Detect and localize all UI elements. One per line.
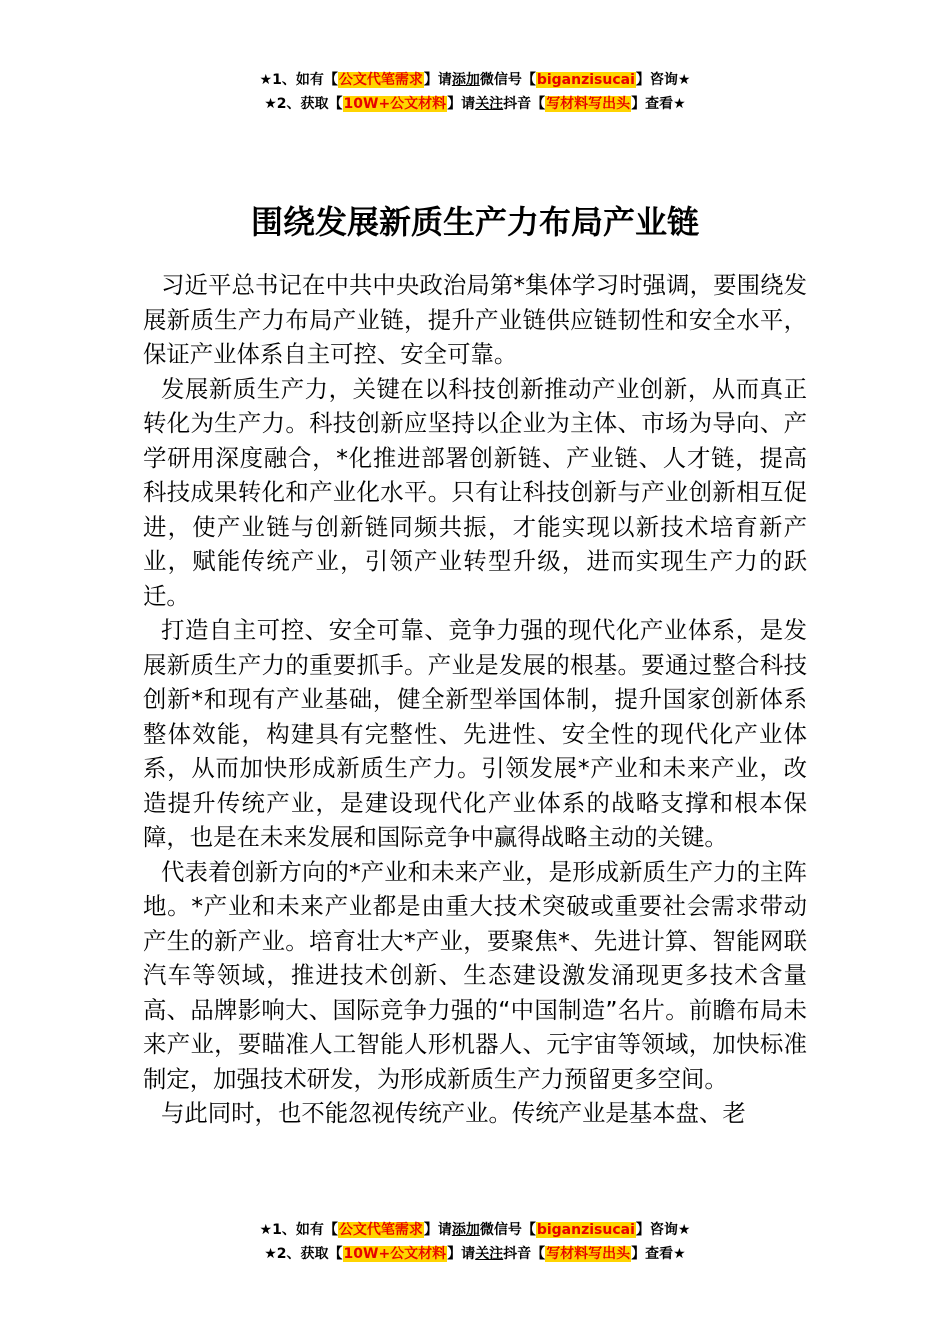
promo-line-1 <box>0 68 950 92</box>
promo-banner-top <box>0 68 950 116</box>
promo-highlight: 公文代笔需求 <box>338 72 423 88</box>
promo-text: 】咨询★ <box>635 1222 691 1238</box>
promo-text: ★1、如有【 <box>259 72 338 88</box>
promo-text: 】查看★ <box>631 1246 686 1262</box>
promo-highlight: biganzisucai <box>536 1222 635 1238</box>
document-body <box>143 268 807 1131</box>
promo-text: 抖音【 <box>503 1246 546 1262</box>
paragraph-5: 与此同时，也不能忽视传统产业。传统产业是基本盘、老 <box>161 1099 746 1127</box>
promo-text: 抖音【 <box>503 96 546 112</box>
page-bottom-mask <box>0 1170 950 1216</box>
promo-text: ★2、获取【 <box>264 96 343 112</box>
promo-banner-bottom <box>0 1218 950 1266</box>
promo-line-2 <box>0 1242 950 1266</box>
promo-text: 】请 <box>423 72 452 88</box>
promo-text: 】请 <box>447 96 476 112</box>
promo-highlight: 写材料写出头 <box>546 96 631 112</box>
promo-line-1 <box>0 1218 950 1242</box>
promo-text: 关注 <box>475 1246 504 1262</box>
promo-text: 微信号【 <box>479 72 536 88</box>
promo-highlight: 10W+公文材料 <box>343 1246 447 1262</box>
promo-text: 关注 <box>475 96 504 112</box>
promo-text: 添加 <box>451 72 480 88</box>
promo-text: 】请 <box>447 1246 476 1262</box>
promo-line-2 <box>0 92 950 116</box>
paragraph-4: 代表着创新方向的*产业和未来产业，是形成新质生产力的主阵地。*产业和未来产业都是由重大技术突破或重要社会需求带动产生的新产业。培育壮大*产业，要聚焦*、先进计算、智能网联汽车等领域，推进技术创新、生态建设激发涌现更多技术含量高、品牌影响大、国际竞争力强的“中国制造”名片。前瞻布局未来产业，要瞄准人工智能人形机器人、元宇宙等领域，加快标准制定，加强技术研发，为形成新质生产力预留更多空间。 <box>143 857 807 1093</box>
promo-highlight: 公文代笔需求 <box>338 1222 423 1238</box>
paragraph-2: 发展新质生产力，关键在以科技创新推动产业创新，从而真正转化为生产力。科技创新应坚持以企业为主体、市场为导向、产学研用深度融合，*化推进部署创新链、产业链、人才链，提高科技成果转化和产业化水平。只有让科技创新与产业创新相互促进，使产业链与创新链同频共振，才能实现以新技术培育新产业，赋能传统产业，引领产业转型升级，进而实现生产力的跃迁。 <box>143 374 807 610</box>
promo-highlight: 写材料写出头 <box>546 1246 631 1262</box>
promo-highlight: 10W+公文材料 <box>343 96 447 112</box>
document-title: 围绕发展新质生产力布局产业链 <box>250 203 699 242</box>
promo-text: 】请 <box>423 1222 452 1238</box>
paragraph-3: 打造自主可控、安全可靠、竞争力强的现代化产业体系，是发展新质生产力的重要抓手。产业是发展的根基。要通过整合科技创新*和现有产业基础，健全新型举国体制，提升国家创新体系整体效能，构建具有完整性、先进性、安全性的现代化产业体系，从而加快形成新质生产力。引领发展*产业和未来产业，改造提升传统产业，是建设现代化产业体系的战略支撑和根本保障，也是在未来发展和国际竞争中赢得战略主动的关键。 <box>143 616 807 851</box>
promo-text: 】咨询★ <box>635 72 691 88</box>
paragraph-1: 习近平总书记在中共中央政治局第*集体学习时强调，要围绕发展新质生产力布局产业链，提升产业链供应链韧性和安全水平，保证产业体系自主可控、安全可靠。 <box>143 271 807 368</box>
promo-text: 】查看★ <box>631 96 686 112</box>
promo-text: 微信号【 <box>479 1222 536 1238</box>
promo-highlight: biganzisucai <box>536 72 635 88</box>
promo-text: ★2、获取【 <box>264 1246 343 1262</box>
promo-text: 添加 <box>451 1222 480 1238</box>
promo-text: ★1、如有【 <box>259 1222 338 1238</box>
